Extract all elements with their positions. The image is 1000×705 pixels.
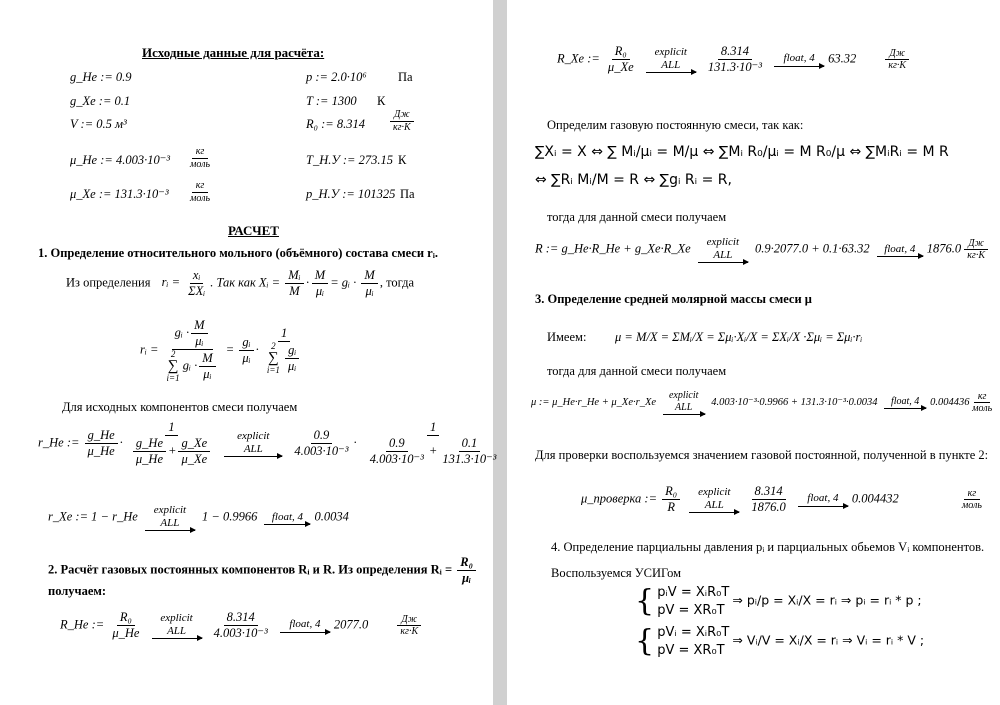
gas-const-intro: Определим газовую постоянную смеси, так как: (547, 118, 804, 132)
definition-line: Из определения rᵢ = $\frac{\text{xᵢ}}{\text{ΣXᵢ}}$ . Так как Xᵢ = $\frac{\text{Mᵢ}}{M}$ · $\frac{M}{\text{μᵢ}}$ = gᵢ · $\frac{M}{\text{μᵢ}}$ , тогда (66, 268, 415, 298)
pressure-def: p := 2.0·10⁶ (306, 70, 367, 84)
left-page (0, 0, 497, 705)
r-mix-equation: R := g_He·R_He + g_Xe·R_Xe explicit ALL 0.9·2077.0 + 0.1·63.32 float, 4 1876.0 Дж кг·К (535, 236, 988, 263)
mu-xe-def: μ_Xe := 131.3·10⁻³ (70, 187, 169, 201)
section-4-heading: 4. Определение парциальны давления pᵢ и парциальных обьемов Vᵢ компонентов. (551, 540, 985, 554)
r-he-gas-equation: R_He := $\frac{\text{R₀}}{\mu\_He}$ explicit ALL $\frac{8.314}{\text{4.003·10⁻³}}$ float, 4 2077.0 Дж кг·К (60, 610, 421, 641)
right-page (507, 0, 1000, 705)
for-mix-text-2: тогда для данной смеси получаем (547, 364, 727, 378)
mu-he-unit: кг моль (190, 146, 211, 170)
t-ny-def: T_Н.У := 273.15 (306, 153, 393, 167)
temperature-unit: К (377, 94, 386, 108)
gas-const-derivation-2: ⇔ ∑Rᵢ Mᵢ/M = R ⇔ ∑gᵢ Rᵢ = R, (535, 172, 732, 188)
pressure-unit: Па (398, 70, 413, 84)
r0-unit: Дж кг·К (390, 109, 414, 133)
temperature-def: T := 1300 (306, 94, 357, 108)
mu-xe-unit: кг моль (190, 180, 211, 204)
calc-title: РАСЧЕТ (228, 223, 279, 238)
for-mix-text: тогда для данной смеси получаем (547, 210, 727, 224)
g-xe-def: g_Xe := 0.1 (70, 94, 131, 108)
section-3-heading: 3. Определение средней молярной массы смеси μ (535, 292, 812, 306)
mu-check-equation: μ_проверка := $\frac{\text{R₀}}{R}$ explicit ALL $\frac{8.314}{1876.0}$ float, 4 0.004432 кг моль (581, 484, 982, 514)
ri-general-formula: rᵢ = gᵢ · $\frac{M}{\text{μᵢ}}$ 2 ∑ i=1 gᵢ · $\frac{M}{\text{μᵢ}}$ = $\frac{\text{gᵢ}}{\text{μᵢ}}$ · 1 2 ∑ i=1 $\frac{\text{gᵢ}}{\text{μᵢ}}$ (140, 318, 306, 383)
section-2-heading-cont: получаем: (48, 584, 107, 598)
p-ny-def: p_Н.У := 101325 (306, 187, 396, 201)
system-2: { pVᵢ = XᵢR₀T pV = XR₀T ⇒ Vᵢ/V = Xᵢ/X = rᵢ ⇒ Vᵢ = rᵢ * V ; (635, 623, 925, 659)
for-components-text: Для исходных компонентов смеси получаем (62, 400, 298, 414)
system-1: { pᵢV = XᵢR₀T pV = XR₀T ⇒ pᵢ/p = Xᵢ/X = rᵢ ⇒ pᵢ = rᵢ * p ; (635, 583, 922, 619)
volume-def: V := 0.5 м³ (70, 117, 127, 131)
section-2-heading: 2. Расчёт газовых постоянных компонентов Rᵢ и R. Из определения Rᵢ = $\frac{\text{R₀}}{\text{μᵢ}}$ (48, 555, 478, 586)
mu-he-def: μ_He := 4.003·10⁻³ (70, 153, 171, 167)
r0-def: R₀ := 8.314 (306, 117, 365, 131)
section-1-heading: 1. Определение относительного мольного (объёмного) состава смеси rᵢ. (38, 246, 439, 260)
g-he-def: g_He := 0.9 (70, 70, 132, 84)
p-ny-unit: Па (400, 187, 415, 201)
r-xe-equation: r_Xe := 1 − r_He explicit ALL 1 − 0.9966 float, 4 0.0034 (48, 504, 349, 531)
mu-mix-equation: μ := μ_He·r_He + μ_Xe·r_Xe explicit ALL 4.003·10⁻³·0.9966 + 131.3·10⁻³·0.0034 float, 4 0.004436 кг моль (531, 390, 993, 414)
initial-data-title: Исходные данные для расчёта: (142, 45, 325, 60)
have-label: Имеем: (547, 330, 587, 344)
mu-chain-formula: μ = M/X = ΣMᵢ/X = Σμᵢ·Xᵢ/X = ΣXᵢ/X ·Σμᵢ = Σμᵢ·rᵢ (615, 330, 863, 344)
check-text: Для проверки воспользуемся значением газовой постоянной, полученной в пункте 2: (535, 448, 989, 462)
r-he-equation: r_He := $\frac{g\_He}{\mu\_He}$ · 1 $\frac{g\_He}{\mu\_He}$ + $\frac{g\_Xe}{\mu\_Xe}$ explicit ALL $\frac{0.9}{\text{4.003·10⁻³}}$ · 1 $\frac{0.9}{\text{4.003·10⁻³}}$ + $\frac{0.1}{\text{131.3·10⁻³}}$ (38, 420, 602, 467)
r-xe-gas-equation: R_Xe := $\frac{\text{R₀}}{\mu\_Xe}$ explicit ALL $\frac{8.314}{\text{131.3·10⁻³}}$ float, 4 63.32 Дж кг·К (557, 44, 909, 75)
t-ny-unit: К (398, 153, 407, 167)
gas-const-derivation-1: ∑Xᵢ = X ⇔ ∑ Mᵢ/μᵢ = M/μ ⇔ ∑Mᵢ R₀/μᵢ = M R₀/μ ⇔ ∑MᵢRᵢ = M R (535, 144, 949, 160)
usig-text: Воспользуемся УСИГом (551, 566, 682, 580)
